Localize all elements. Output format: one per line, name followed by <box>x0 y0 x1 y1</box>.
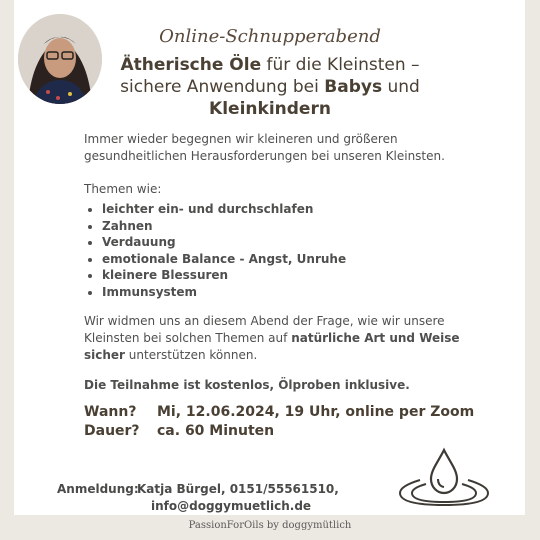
list-item: • Zahnen <box>102 218 464 235</box>
list-item: • leichter ein- und durchschlafen <box>102 201 464 218</box>
event-details <box>84 403 474 441</box>
description-paragraph <box>84 313 464 364</box>
description-text-1: Wir widmen uns an diesem Abend der Frage, wie wir unsere Kleinsten bei solchen Themen auf <box>84 314 445 345</box>
title-bold-1: Ätherische Öle <box>120 55 262 75</box>
registration-info <box>57 481 339 515</box>
free-note: Die Teilnahme ist kostenlos, Ölproben inklusive. <box>84 378 410 392</box>
oil-drop-icon <box>398 446 490 506</box>
event-title <box>110 54 430 120</box>
intro-text: Immer wieder begegnen wir kleineren und größeren gesundheitlichen Herausforderungen bei unseren Kleinsten. <box>84 132 445 163</box>
contact-line-1 <box>57 481 339 498</box>
title-bold-3: Kleinkindern <box>209 99 331 119</box>
duration-row <box>84 422 474 441</box>
list-item: • Immunsystem <box>102 284 464 301</box>
registration-label: Anmeldung: <box>57 482 139 496</box>
themes-section <box>84 181 464 300</box>
avatar <box>18 14 102 104</box>
list-item: • kleinere Blessuren <box>102 267 464 284</box>
contact-name-phone: Katja Bürgel, 0151/55561510, <box>137 482 339 496</box>
title-text-1: für die Kleinsten – <box>261 55 420 75</box>
description-text-2: unterstützen können. <box>124 348 258 362</box>
contact-email[interactable]: info@doggymuetlich.de <box>151 499 312 513</box>
footer-brand: PassionForOils by doggymütlich <box>188 520 352 531</box>
title-text-3: und <box>382 77 420 97</box>
date-label: Wann? <box>84 404 137 420</box>
title-text-2: sichere Anwendung bei <box>120 77 325 97</box>
duration-label: Dauer? <box>84 423 140 439</box>
date-value: Mi, 12.06.2024, 19 Uhr, online per Zoom <box>157 404 475 420</box>
themes-label: Themen wie: <box>84 182 162 196</box>
event-subtitle: Online-Schnupperabend <box>159 26 381 47</box>
date-row <box>84 403 474 422</box>
list-item: • Verdauung <box>102 234 464 251</box>
list-item: • emotionale Balance - Angst, Unruhe <box>102 251 464 268</box>
description-bold: natürliche Art und Weise sicher <box>84 331 460 362</box>
themes-list <box>84 201 464 300</box>
duration-value: ca. 60 Minuten <box>157 423 275 439</box>
title-bold-2: Babys <box>324 77 383 97</box>
